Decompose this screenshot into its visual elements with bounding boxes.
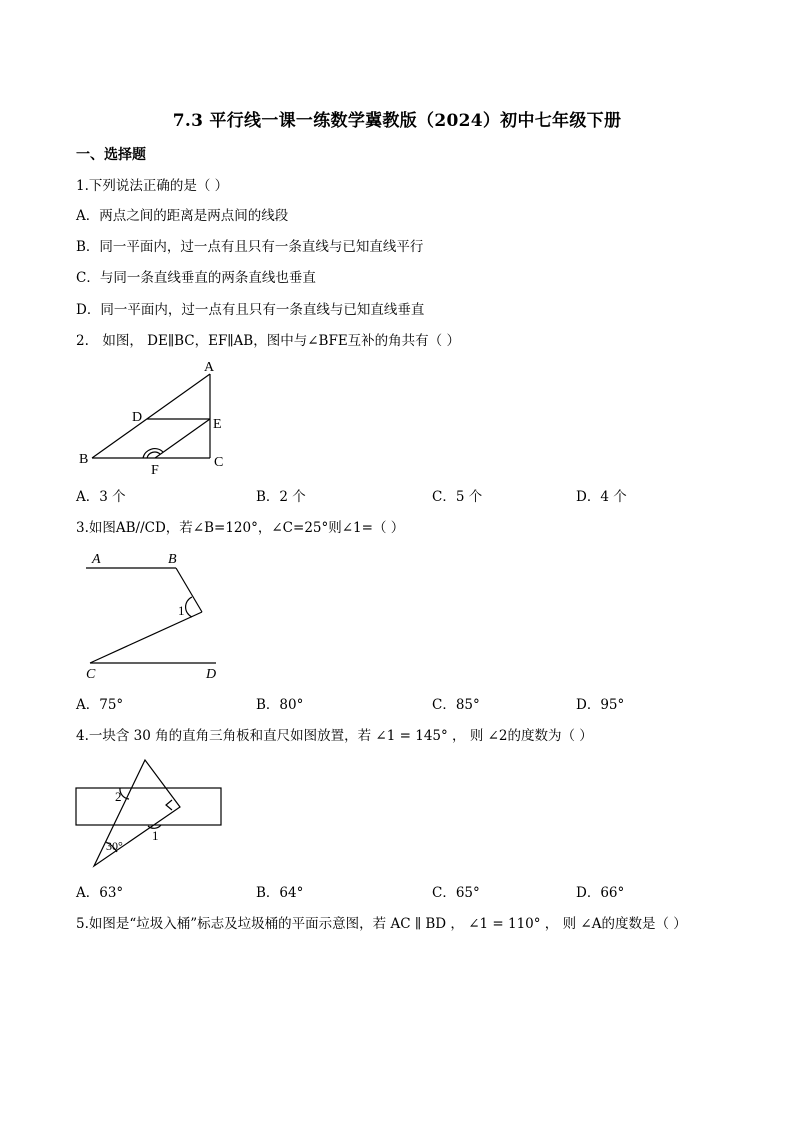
q3-line-bend-c <box>90 612 202 663</box>
q3-line-b-bend <box>176 568 202 612</box>
q3-angle1-arc <box>186 597 192 617</box>
q2-angle-arc-outer <box>143 449 163 458</box>
q1-option-d: D．同一平面内，过一点有且只有一条直线与已知直线垂直 <box>76 302 425 318</box>
q1-option-c: C．与同一条直线垂直的两条直线也垂直 <box>76 270 316 286</box>
q4-option-c: C．65° <box>432 885 480 901</box>
q2-label-d: D <box>132 410 143 425</box>
section-heading: 一、选择题 <box>76 147 146 163</box>
q4-stem: 4.一块含 30 角的直角三角板和直尺如图放置，若 ∠1 = 145° ， 则 ∠2的度数为（ ） <box>76 728 593 744</box>
q3-label-b: B <box>168 552 177 567</box>
q3-label-c: C <box>86 667 96 682</box>
q3-option-a: A．75° <box>76 697 124 713</box>
q4-label-angle1: 1 <box>152 828 159 843</box>
q1-option-b: B．同一平面内，过一点有且只有一条直线与已知直线平行 <box>76 239 424 255</box>
q2-label-f: F <box>151 463 159 478</box>
document-title: 7.3 平行线一课一练数学冀教版（2024）初中七年级下册 <box>172 111 622 131</box>
q3-option-d: D．95° <box>576 697 625 713</box>
q4-label-angle30: 30° <box>106 839 123 853</box>
q4-angle30-arc <box>106 842 117 852</box>
q2-label-c: C <box>214 455 224 470</box>
q1-stem: 1.下列说法正确的是（ ） <box>76 178 229 194</box>
q4-triangle <box>94 760 180 866</box>
q4-ruler <box>76 788 221 825</box>
q2-option-a: A．3 个 <box>76 489 126 505</box>
q4-angle2-arc <box>120 788 129 799</box>
q2-line-ba <box>92 374 210 458</box>
q4-label-angle2: 2 <box>115 789 122 804</box>
q4-option-a: A．63° <box>76 885 124 901</box>
q3-label-d: D <box>206 667 217 682</box>
q2-line-ef <box>155 419 210 458</box>
q3-label-a: A <box>92 552 101 567</box>
q2-label-e: E <box>213 417 222 432</box>
q4-option-b: B．64° <box>256 885 304 901</box>
q2-option-d: D．4 个 <box>576 489 627 505</box>
q4-option-d: D．66° <box>576 885 625 901</box>
q1-option-a: A．两点之间的距离是两点间的线段 <box>76 208 289 224</box>
q2-label-b: B <box>79 452 89 467</box>
q2-stem: 2. 如图， DE∥BC，EF∥AB，图中与∠BFE互补的角共有（ ） <box>76 333 460 349</box>
q4-right-angle-mark <box>166 800 172 810</box>
q3-option-b: B．80° <box>256 697 304 713</box>
q2-option-b: B．2 个 <box>256 489 306 505</box>
q2-angle-arc-inner <box>147 452 160 458</box>
q3-option-c: C．85° <box>432 697 480 713</box>
q2-option-c: C．5 个 <box>432 489 483 505</box>
q3-label-angle1: 1 <box>178 603 185 618</box>
q3-stem: 3.如图AB//CD，若∠B=120°，∠C=25°则∠1=（ ） <box>76 520 405 536</box>
q5-stem: 5.如图是“垃圾入桶”标志及垃圾桶的平面示意图，若 AC ∥ BD ， ∠1 = 110° ， 则 ∠A的度数是（ ） <box>76 916 687 932</box>
q2-label-a: A <box>204 360 215 375</box>
q4-angle1-arc <box>148 825 161 828</box>
